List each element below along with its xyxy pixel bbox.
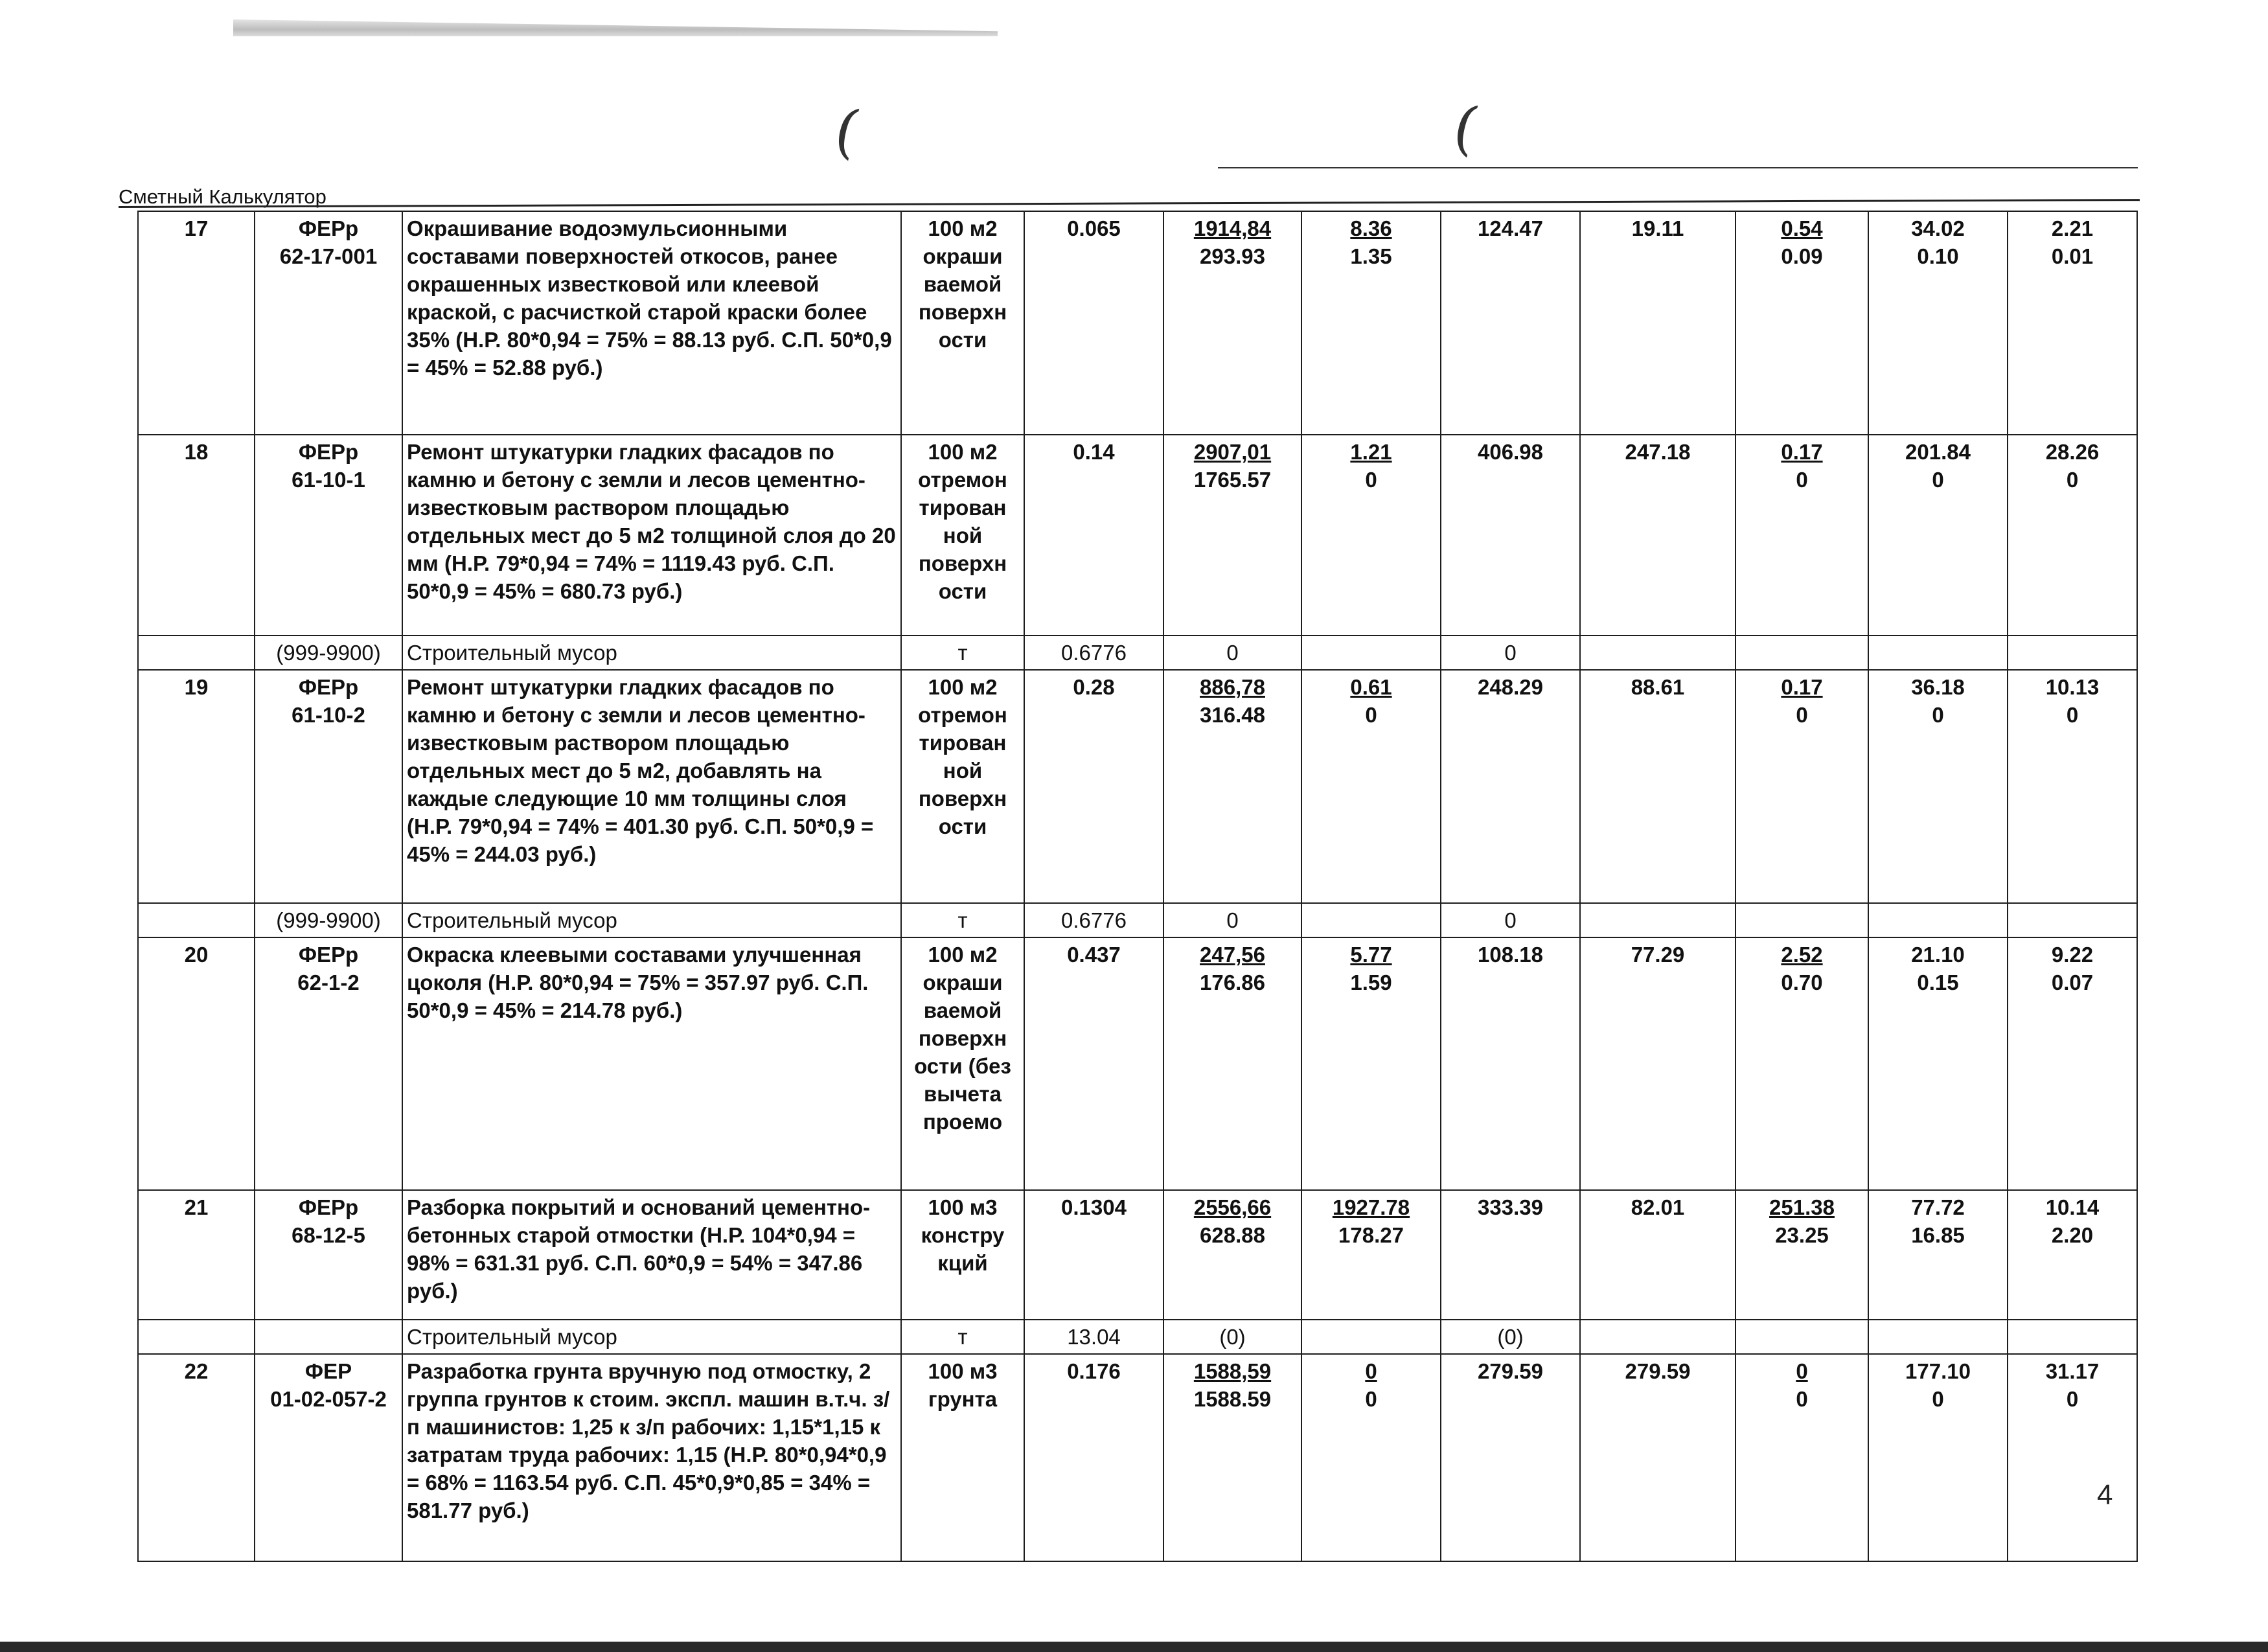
estimate-row [138, 670, 2137, 903]
total-machines-top: 0.17 [1781, 440, 1823, 464]
overhead-bottom: 0 [1932, 703, 1944, 727]
overhead-bottom: 0 [1932, 468, 1944, 492]
rate-code-cell [255, 1354, 402, 1561]
quantity: 0.6776 [1061, 641, 1127, 665]
rate-code-prefix: ФЕРр [298, 943, 359, 967]
total-cost: 0 [1504, 641, 1517, 665]
work-description-cell [402, 211, 901, 435]
row-number-cell [138, 670, 255, 903]
work-description: Разработка грунта вручную под отмостку, 2 группа грунтов к стоим. экспл. машин в.т.ч. з/п машинистов: 1,25 к з/п рабочих: 1,15*1,15 к затратам труда рабочих: 1,15 (Н.Р. 80*0,94*0,9 = 68% = 1163.54 руб. С.П. 45*0,9*0,85 = 34% = 581.77 руб.) [407, 1359, 890, 1522]
unit-price [1163, 435, 1301, 636]
overhead [1868, 435, 2008, 636]
total-cost-cell [1441, 1354, 1580, 1561]
overhead-bottom: 0.15 [1917, 970, 1959, 994]
subitem-row [138, 636, 2137, 670]
quantity: 13.04 [1067, 1325, 1121, 1349]
quantity-cell [1024, 636, 1163, 670]
unit: 100 м2 окраши ваемой поверхн ости (без вычета проемо [914, 943, 1011, 1134]
rate-code-number: 62-17-001 [279, 244, 378, 268]
wages-cell [1580, 1354, 1735, 1561]
page-number: 4 [2097, 1479, 2113, 1511]
unit-price-top: 1914,84 [1193, 216, 1272, 240]
rate-code-prefix: ФЕР [304, 1359, 352, 1383]
unit-machines-bottom: 1.59 [1350, 970, 1392, 994]
overhead [1868, 670, 2008, 903]
total-machines-bottom: 0 [1796, 703, 1808, 727]
profit-bottom: 0 [2066, 468, 2079, 492]
total-cost: 124.47 [1478, 216, 1543, 240]
total-cost-cell [1441, 211, 1580, 435]
rate-code-prefix: ФЕРр [298, 675, 359, 699]
unit-machines [1301, 1190, 1441, 1320]
empty-cell [1868, 1320, 2008, 1354]
overhead-bottom: 16.85 [1911, 1223, 1965, 1247]
unit-machines-top: 1.21 [1350, 440, 1392, 464]
unit-price-cell [1163, 903, 1301, 937]
unit-machines [1301, 670, 1441, 903]
unit-price-top: 2556,66 [1193, 1195, 1272, 1219]
unit-machines-bottom: 1.35 [1350, 244, 1392, 268]
quantity-cell [1024, 903, 1163, 937]
unit: 100 м2 отремон тирован ной поверхн ости [918, 675, 1007, 838]
resource-description: Строительный мусор [407, 908, 617, 932]
unit-price: 0 [1226, 908, 1239, 932]
profit [2008, 211, 2137, 435]
rate-code-cell [255, 211, 402, 435]
wages: 279.59 [1625, 1359, 1691, 1383]
total-machines-bottom: 0.09 [1781, 244, 1823, 268]
resource-description: Строительный мусор [407, 1325, 617, 1349]
unit-price [1163, 1190, 1301, 1320]
total-machines [1735, 211, 1868, 435]
unit-machines-bottom: 0 [1365, 468, 1377, 492]
unit-cell [901, 1354, 1024, 1561]
wages-cell [1580, 435, 1735, 636]
total-machines-top: 251.38 [1769, 1195, 1835, 1219]
quantity: 0.6776 [1061, 908, 1127, 932]
quantity: 0.437 [1067, 943, 1121, 967]
row-number: 18 [184, 440, 209, 464]
rate-code-prefix: ФЕРр [298, 440, 359, 464]
page-header-caption: Сметный Калькулятор [119, 185, 326, 208]
rate-code-cell [255, 435, 402, 636]
overhead-bottom: 0.10 [1917, 244, 1959, 268]
rate-code-cell [255, 937, 402, 1190]
unit-cell [901, 670, 1024, 903]
profit [2008, 670, 2137, 903]
machines-cell [1301, 903, 1441, 937]
row-number-cell [138, 1354, 255, 1561]
unit-price-top: 2907,01 [1193, 440, 1272, 464]
row-number: 17 [184, 216, 209, 240]
overhead [1868, 1190, 2008, 1320]
unit: т [957, 641, 968, 665]
unit-price-bottom: 628.88 [1200, 1223, 1265, 1247]
quantity-cell [1024, 435, 1163, 636]
total-cost: 0 [1504, 908, 1517, 932]
work-description-cell [402, 435, 901, 636]
overhead [1868, 211, 2008, 435]
work-description: Ремонт штукатурки гладких фасадов по камню и бетону с земли и лесов цементно-известковым раствором площадью отдельных мест до 5 м2 толщиной слоя до 20 мм (Н.Р. 79*0,94 = 74% = 1119.43 руб. С.П. 50*0,9 = 45% = 680.73 руб.) [407, 440, 896, 603]
resource-code-cell [255, 636, 402, 670]
scan-edge-bottom [0, 1642, 2268, 1652]
unit-machines-top: 0 [1365, 1359, 1377, 1383]
estimate-table [137, 211, 2138, 1562]
unit-machines-top: 0.61 [1350, 675, 1392, 699]
unit-price [1163, 670, 1301, 903]
unit-machines-bottom: 0 [1365, 703, 1377, 727]
unit: 100 м2 отремон тирован ной поверхн ости [918, 440, 1007, 603]
total-machines [1735, 435, 1868, 636]
empty-cell [2008, 1320, 2137, 1354]
total-cost-cell [1441, 435, 1580, 636]
unit-machines-top: 8.36 [1350, 216, 1392, 240]
unit-cell [901, 937, 1024, 1190]
empty-cell [1868, 903, 2008, 937]
wages: 247.18 [1625, 440, 1691, 464]
unit-price [1163, 1354, 1301, 1561]
unit: т [957, 1325, 968, 1349]
unit-price: (0) [1219, 1325, 1246, 1349]
profit-top: 2.21 [2051, 216, 2094, 240]
wages-cell [1580, 670, 1735, 903]
unit-price-bottom: 293.93 [1200, 244, 1265, 268]
wages: 82.01 [1631, 1195, 1685, 1219]
overhead [1868, 1354, 2008, 1561]
estimate-row [138, 435, 2137, 636]
total-machines-bottom: 23.25 [1775, 1223, 1829, 1247]
profit-bottom: 0 [2066, 1387, 2079, 1411]
quantity-cell [1024, 670, 1163, 903]
unit-cell [901, 211, 1024, 435]
total-cost-cell [1441, 1320, 1580, 1354]
total-machines-bottom: 0.70 [1781, 970, 1823, 994]
rate-code-number: 62-1-2 [297, 970, 360, 994]
total-machines [1735, 670, 1868, 903]
row-number-cell [138, 1190, 255, 1320]
overhead [1868, 937, 2008, 1190]
work-description-cell [402, 670, 901, 903]
total-cost: 279.59 [1478, 1359, 1543, 1383]
total-cost: 108.18 [1478, 943, 1543, 967]
unit: 100 м3 грунта [928, 1359, 998, 1411]
profit-top: 28.26 [2045, 440, 2100, 464]
unit-price-bottom: 316.48 [1200, 703, 1265, 727]
work-description: Окраска клеевыми составами улучшенная цоколя (Н.Р. 80*0,94 = 75% = 357.97 руб. С.П. 50*0,9 = 45% = 214.78 руб.) [407, 943, 869, 1022]
total-machines-bottom: 0 [1796, 1387, 1808, 1411]
work-description-cell [402, 1354, 901, 1561]
unit-price-bottom: 1588.59 [1193, 1387, 1272, 1411]
work-description: Ремонт штукатурки гладких фасадов по камню и бетону с земли и лесов цементно-известковым раствором площадью отдельных мест до 5 м2, добавлять на каждые следующие 10 мм толщины слоя (Н.Р. 79*0,94 = 74% = 401.30 руб. С.П. 50*0,9 = 45% = 244.03 руб.) [407, 675, 874, 866]
machines-cell [1301, 1320, 1441, 1354]
quantity: 0.176 [1067, 1359, 1121, 1383]
unit-cell [901, 435, 1024, 636]
subitem-row [138, 903, 2137, 937]
rate-code-number: 01-02-057-2 [270, 1387, 387, 1411]
total-machines-top: 2.52 [1781, 943, 1823, 967]
work-description-cell [402, 937, 901, 1190]
quantity: 0.14 [1073, 440, 1115, 464]
unit-price-cell [1163, 1320, 1301, 1354]
total-machines [1735, 1354, 1868, 1561]
wages: 77.29 [1631, 943, 1685, 967]
unit-machines [1301, 211, 1441, 435]
total-cost: 406.98 [1478, 440, 1543, 464]
profit-top: 9.22 [2051, 943, 2094, 967]
unit-machines [1301, 937, 1441, 1190]
profit-top: 10.13 [2045, 675, 2100, 699]
wages: 88.61 [1631, 675, 1685, 699]
resource-code: (999-9900) [276, 641, 381, 665]
unit-price-top: 886,78 [1200, 675, 1265, 699]
unit-cell [901, 1190, 1024, 1320]
total-machines-top: 0 [1796, 1359, 1808, 1383]
empty-cell [1735, 636, 1868, 670]
unit-cell [901, 1320, 1024, 1354]
row-number: 22 [184, 1359, 209, 1383]
rate-code-cell [255, 1190, 402, 1320]
overhead-top: 201.84 [1905, 440, 1971, 464]
profit [2008, 1190, 2137, 1320]
empty-cell [1580, 1320, 1735, 1354]
profit-top: 31.17 [2045, 1359, 2100, 1383]
resource-description-cell [402, 636, 901, 670]
overhead-top: 34.02 [1911, 216, 1965, 240]
quantity-cell [1024, 1354, 1163, 1561]
work-description-cell [402, 1190, 901, 1320]
total-cost: 333.39 [1478, 1195, 1543, 1219]
resource-description-cell [402, 903, 901, 937]
work-description: Окрашивание водоэмульсионными составами поверхностей откосов, ранее окрашенных известковой или клеевой краской, с расчисткой старой краски более 35% (Н.Р. 80*0,94 = 75% = 88.13 руб. С.П. 50*0,9 = 45% = 52.88 руб.) [407, 216, 892, 380]
total-cost-cell [1441, 903, 1580, 937]
machines-cell [1301, 636, 1441, 670]
subitem-row [138, 1320, 2137, 1354]
unit-machines-bottom: 178.27 [1338, 1223, 1404, 1247]
profit-top: 10.14 [2045, 1195, 2100, 1219]
rate-code-prefix: ФЕРр [298, 216, 359, 240]
overhead-top: 21.10 [1911, 943, 1965, 967]
quantity-cell [1024, 937, 1163, 1190]
profit-bottom: 2.20 [2051, 1223, 2094, 1247]
punch-hole-mark-right: ( [1447, 92, 1484, 164]
total-cost: 248.29 [1478, 675, 1543, 699]
unit-machines-bottom: 0 [1365, 1387, 1377, 1411]
empty-cell [1868, 636, 2008, 670]
profit [2008, 435, 2137, 636]
empty-cell [1735, 903, 1868, 937]
unit-price [1163, 937, 1301, 1190]
unit-price-bottom: 176.86 [1200, 970, 1265, 994]
header-rule [119, 199, 2140, 208]
quantity: 0.065 [1067, 216, 1121, 240]
rate-code-number: 68-12-5 [292, 1223, 365, 1247]
estimate-row [138, 937, 2137, 1190]
unit-machines [1301, 1354, 1441, 1561]
total-cost: (0) [1497, 1325, 1524, 1349]
quantity: 0.1304 [1061, 1195, 1127, 1219]
unit-price-top: 247,56 [1200, 943, 1265, 967]
row-number-cell [138, 435, 255, 636]
row-number: 21 [184, 1195, 209, 1219]
empty-cell [2008, 903, 2137, 937]
rate-code-number: 61-10-2 [292, 703, 365, 727]
row-number-cell [138, 211, 255, 435]
empty-cell [1580, 903, 1735, 937]
total-cost-cell [1441, 670, 1580, 903]
top-rule [1218, 167, 2138, 168]
profit-bottom: 0.01 [2051, 244, 2094, 268]
punch-hole-mark-left: ( [829, 95, 865, 167]
total-cost-cell [1441, 937, 1580, 1190]
wages-cell [1580, 937, 1735, 1190]
total-machines [1735, 937, 1868, 1190]
total-cost-cell [1441, 636, 1580, 670]
unit-cell [901, 903, 1024, 937]
overhead-bottom: 0 [1932, 1387, 1944, 1411]
quantity-cell [1024, 211, 1163, 435]
resource-code-cell [255, 1320, 402, 1354]
profit [2008, 1354, 2137, 1561]
row-number: 19 [184, 675, 209, 699]
unit-machines-top: 1927.78 [1332, 1195, 1410, 1219]
profit-bottom: 0.07 [2051, 970, 2094, 994]
unit-machines-top: 5.77 [1350, 943, 1392, 967]
unit: 100 м2 окраши ваемой поверхн ости [918, 216, 1007, 352]
total-machines-top: 0.17 [1781, 675, 1823, 699]
quantity-cell [1024, 1190, 1163, 1320]
unit: т [957, 908, 968, 932]
row-number-cell [138, 903, 255, 937]
resource-code-cell [255, 903, 402, 937]
row-number-cell [138, 937, 255, 1190]
resource-description: Строительный мусор [407, 641, 617, 665]
work-description: Разборка покрытий и оснований цементно-бетонных старой отмостки (Н.Р. 104*0,94 = 98% = 631.31 руб. С.П. 60*0,9 = 54% = 347.86 руб.) [407, 1195, 871, 1303]
rate-code-number: 61-10-1 [292, 468, 365, 492]
estimate-row [138, 211, 2137, 435]
wages: 19.11 [1631, 216, 1684, 240]
estimate-row [138, 1354, 2137, 1561]
estimate-rows [138, 211, 2137, 1561]
estimate-row [138, 1190, 2137, 1320]
unit: 100 м3 констру кций [921, 1195, 1005, 1275]
profit-bottom: 0 [2066, 703, 2079, 727]
unit-price-cell [1163, 636, 1301, 670]
unit-price-top: 1588,59 [1193, 1359, 1272, 1383]
resource-description-cell [402, 1320, 901, 1354]
unit-price-bottom: 1765.57 [1193, 468, 1272, 492]
row-number-cell [138, 1320, 255, 1354]
rate-code-prefix: ФЕРр [298, 1195, 359, 1219]
row-number-cell [138, 636, 255, 670]
overhead-top: 77.72 [1911, 1195, 1965, 1219]
wages-cell [1580, 1190, 1735, 1320]
quantity: 0.28 [1073, 675, 1115, 699]
overhead-top: 177.10 [1905, 1359, 1971, 1383]
unit-price [1163, 211, 1301, 435]
overhead-top: 36.18 [1911, 675, 1965, 699]
total-cost-cell [1441, 1190, 1580, 1320]
resource-code: (999-9900) [276, 908, 381, 932]
wages-cell [1580, 211, 1735, 435]
profit [2008, 937, 2137, 1190]
empty-cell [1580, 636, 1735, 670]
scan-shadow-top [233, 19, 998, 36]
total-machines-top: 0.54 [1781, 216, 1823, 240]
unit-cell [901, 636, 1024, 670]
quantity-cell [1024, 1320, 1163, 1354]
total-machines [1735, 1190, 1868, 1320]
empty-cell [2008, 636, 2137, 670]
unit-price: 0 [1226, 641, 1239, 665]
total-machines-bottom: 0 [1796, 468, 1808, 492]
unit-machines [1301, 435, 1441, 636]
rate-code-cell [255, 670, 402, 903]
empty-cell [1735, 1320, 1868, 1354]
row-number: 20 [184, 943, 209, 967]
